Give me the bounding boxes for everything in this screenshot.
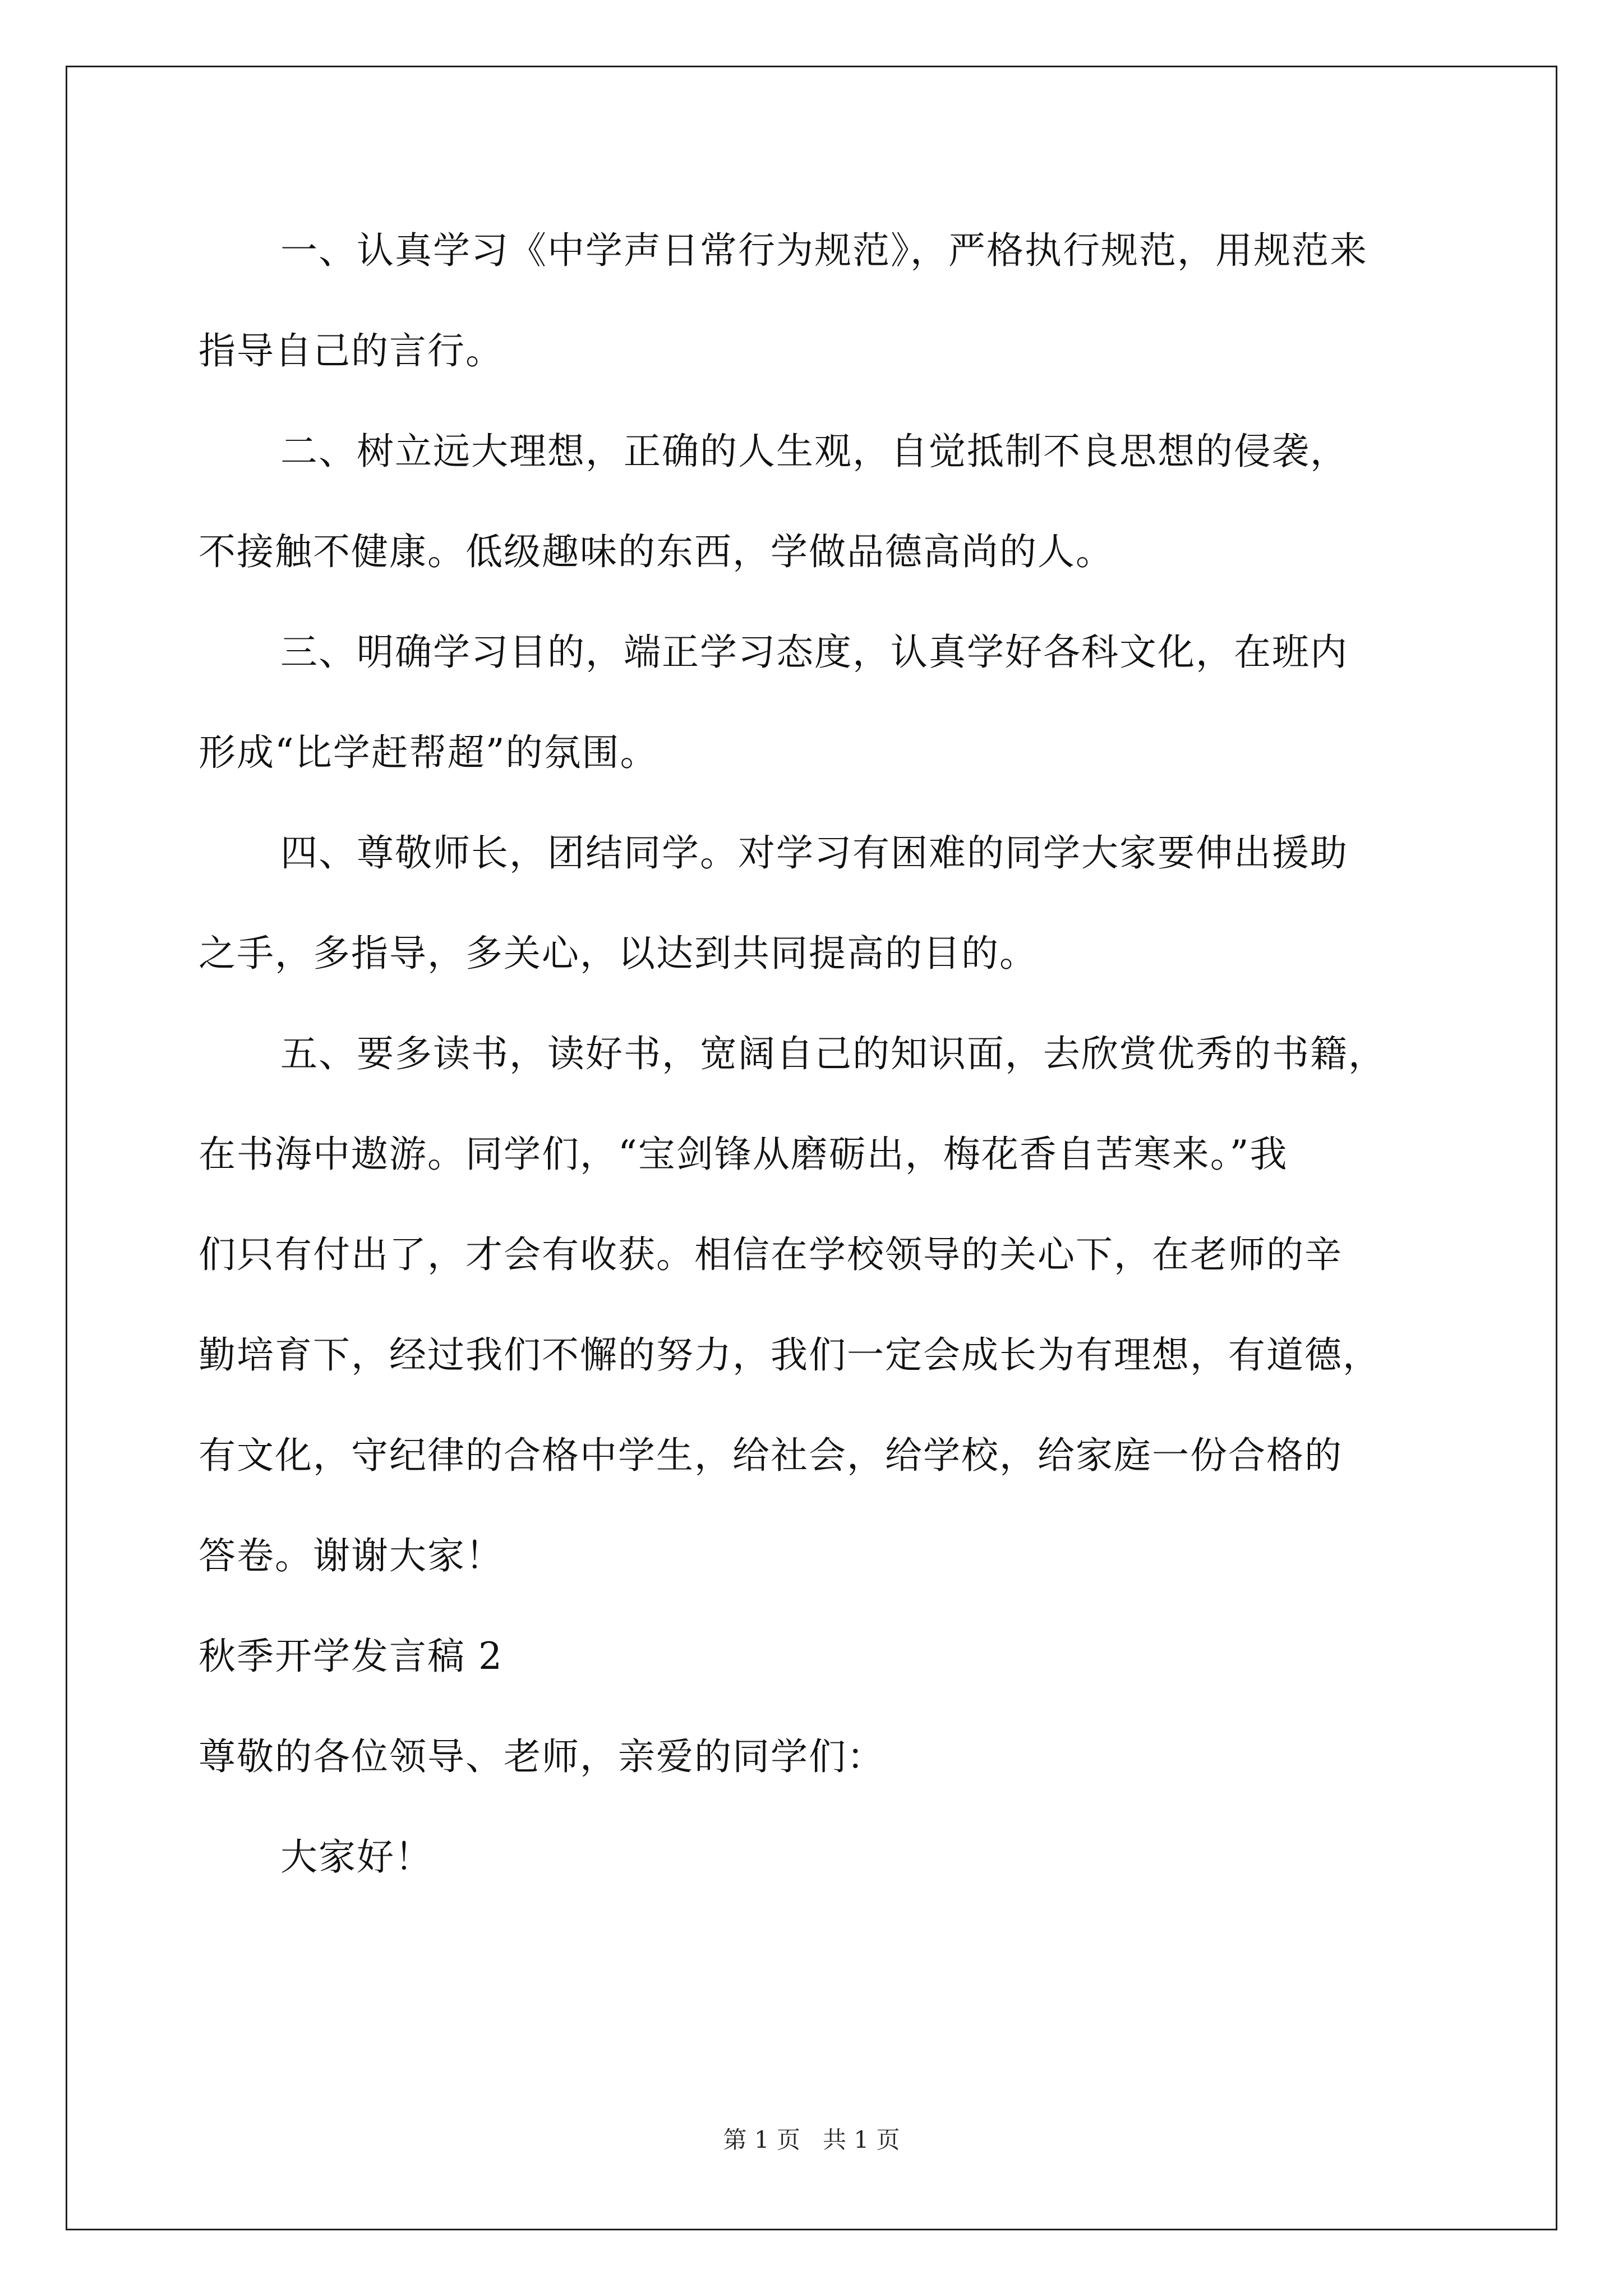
section-title: 秋季开学发言稿 2 (199, 1635, 503, 1678)
paragraph-4-line-2: 之手，多指导，多关心，以达到共同提高的目的。 (199, 932, 1038, 975)
paragraph-4-line-1: 四、尊敬师长，团结同学。对学习有困难的同学大家要伸出援助 (280, 831, 1348, 875)
paragraph-5-line-2: 在书海中遨游。同学们，“宝剑锋从磨砺出，梅花香自苦寒来。”我 (199, 1133, 1288, 1176)
paragraph-1-line-1: 一、认真学习《中学声日常行为规范》，严格执行规范，用规范来 (280, 229, 1368, 272)
salutation: 尊敬的各位领导、老师，亲爱的同学们： (199, 1735, 885, 1778)
paragraph-3-line-2: 形成“比学赶帮超”的氛围。 (199, 731, 658, 774)
paragraph-5-line-1: 五、要多读书，读好书，宽阔自己的知识面，去欣赏优秀的书籍， (280, 1032, 1386, 1075)
paragraph-3-line-1: 三、明确学习目的，端正学习态度，认真学好各科文化，在班内 (280, 631, 1348, 674)
paragraph-5-line-3: 们只有付出了，才会有收获。相信在学校领导的关心下，在老师的辛 (199, 1233, 1343, 1276)
paragraph-1-line-2: 指导自己的言行。 (199, 329, 504, 372)
paragraph-5-line-6: 答卷。谢谢大家！ (199, 1534, 504, 1577)
greeting: 大家好！ (280, 1835, 433, 1879)
paragraph-2-line-1: 二、树立远大理想，正确的人生观，自觉抵制不良思想的侵袭， (280, 430, 1348, 473)
paragraph-5-line-4: 勤培育下，经过我们不懈的努力，我们一定会成长为有理想，有道德， (199, 1333, 1381, 1377)
paragraph-5-line-5: 有文化，守纪律的合格中学生，给社会，给学校，给家庭一份合格的 (199, 1434, 1343, 1477)
page-footer: 第 1 页 共 1 页 (723, 2126, 900, 2154)
paragraph-2-line-2: 不接触不健康。低级趣味的东西，学做品德高尚的人。 (199, 530, 1114, 573)
